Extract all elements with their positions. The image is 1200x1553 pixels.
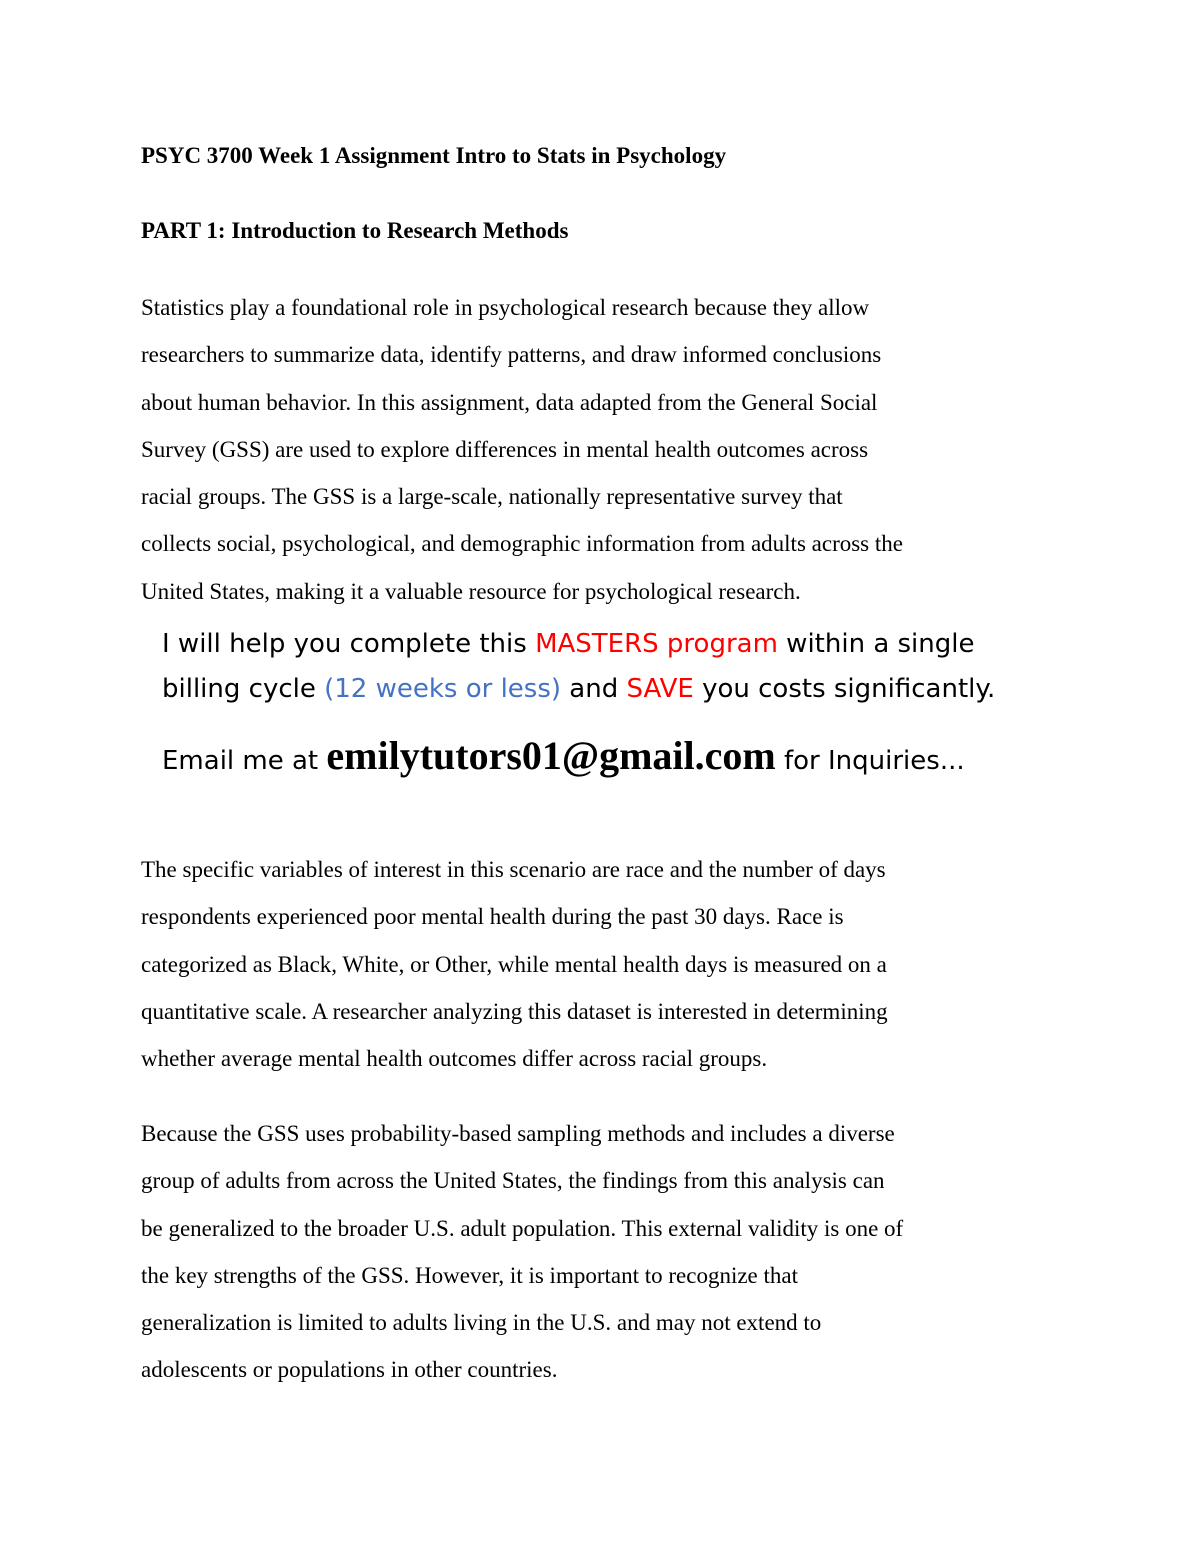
document-title: PSYC 3700 Week 1 Assignment Intro to Stats in Psychology bbox=[141, 143, 727, 168]
advert-highlight-masters: MASTERS program bbox=[535, 629, 778, 659]
paragraph-line: collects social, psychological, and demographic information from adults across the bbox=[141, 531, 903, 557]
paragraph-line: the key strengths of the GSS. However, it is important to recognize that bbox=[141, 1262, 798, 1288]
paragraph-line: respondents experienced poor mental health during the past 30 days. Race is bbox=[141, 904, 844, 930]
advert-text: I will help you complete this bbox=[162, 629, 536, 659]
paragraph-line: be generalized to the broader U.S. adult population. This external validity is one of bbox=[141, 1215, 904, 1241]
paragraph-line: about human behavior. In this assignment, data adapted from the General Social bbox=[141, 389, 878, 415]
paragraph-line: Because the GSS uses probability-based sampling methods and includes a diverse bbox=[141, 1121, 895, 1146]
advert-email: emilytutors01@gmail.com bbox=[326, 733, 776, 778]
advert-text: Email me at bbox=[162, 746, 327, 776]
advert-text: within a single bbox=[777, 629, 975, 659]
paragraph-line: Survey (GSS) are used to explore differences in mental health outcomes across bbox=[141, 436, 869, 462]
paragraph-line: categorized as Black, White, or Other, while mental health days is measured on a bbox=[141, 951, 887, 977]
advert-line-2 bbox=[162, 667, 1062, 712]
advert-text: billing cycle bbox=[162, 674, 325, 704]
paragraph-line: The specific variables of interest in this scenario are race and the number of days bbox=[141, 857, 886, 882]
paragraph-line: adolescents or populations in other countries. bbox=[141, 1357, 558, 1383]
advert-text: you costs significantly. bbox=[693, 674, 996, 704]
paragraph-line: Statistics play a foundational role in psychological research because they allow bbox=[141, 295, 870, 320]
paragraph-line: group of adults from across the United States, the findings from this analysis can bbox=[141, 1168, 885, 1194]
paragraph-line: whether average mental health outcomes differ across racial groups. bbox=[141, 1046, 768, 1072]
paragraph-line: quantitative scale. A researcher analyzing this dataset is interested in determining bbox=[141, 998, 888, 1024]
paragraph-line: generalization is limited to adults living in the U.S. and may not extend to bbox=[141, 1310, 822, 1336]
advert-highlight-save: SAVE bbox=[626, 674, 694, 704]
advert-banner bbox=[162, 622, 1062, 786]
advert-text: and bbox=[561, 674, 627, 704]
paragraph-variables bbox=[141, 846, 1071, 1082]
paragraph-line: researchers to summarize data, identify patterns, and draw informed conclusions bbox=[141, 342, 882, 368]
advert-text: for Inquiries... bbox=[775, 746, 965, 776]
paragraph-intro bbox=[141, 284, 1071, 615]
paragraph-line: United States, making it a valuable resource for psychological research. bbox=[141, 578, 801, 604]
part-heading: PART 1: Introduction to Research Methods bbox=[141, 218, 569, 243]
advert-highlight-weeks: (12 weeks or less) bbox=[324, 674, 562, 704]
paragraph-generalization bbox=[141, 1110, 1071, 1394]
paragraph-line: racial groups. The GSS is a large-scale, nationally representative survey that bbox=[141, 484, 843, 510]
advert-line-1 bbox=[162, 622, 1062, 667]
advert-email-line bbox=[162, 726, 1062, 786]
